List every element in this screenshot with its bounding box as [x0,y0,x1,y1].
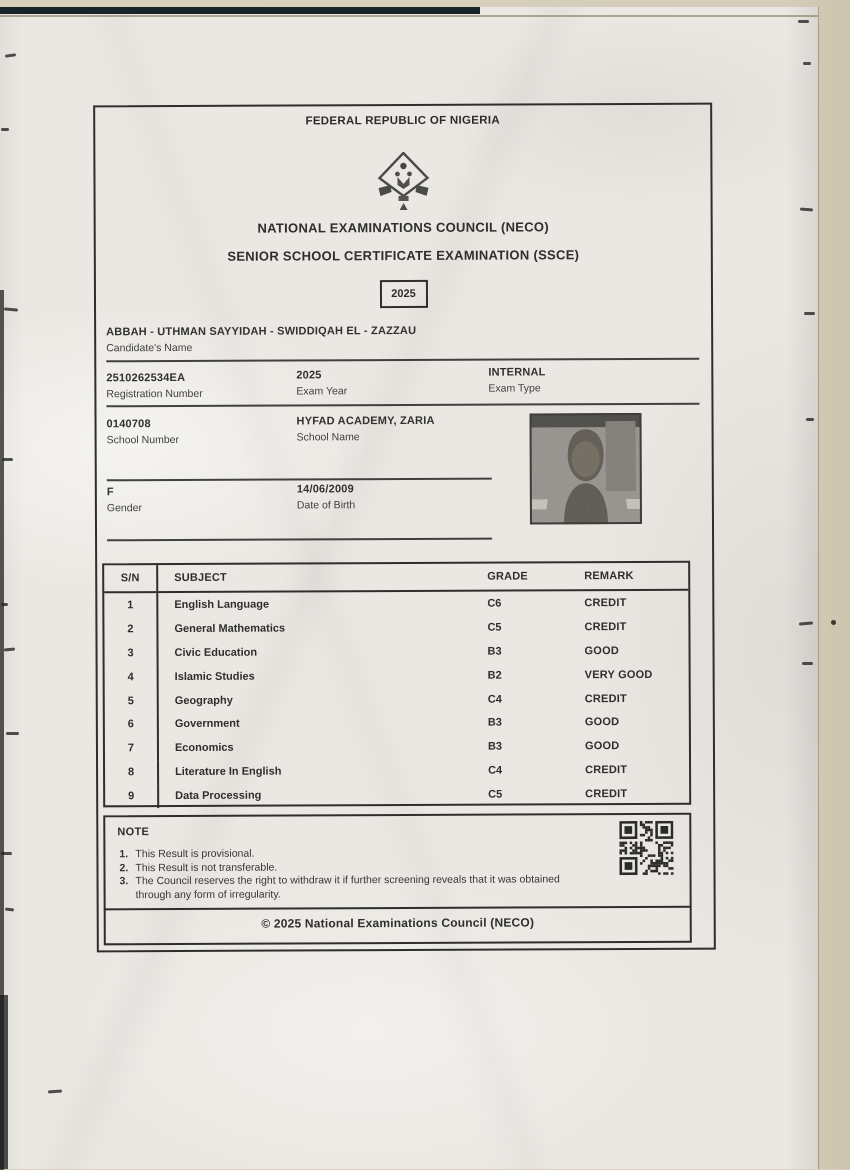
exam-type-field [488,366,545,394]
gender-label: Gender [106,502,142,515]
candidate-name-field [106,325,416,354]
date-of-birth-label: Date of Birth [296,499,356,512]
note-item-number: 3. [119,875,129,888]
cell-remark: GOOD [584,740,620,753]
cell-grade: C6 [487,597,502,610]
qr-code [619,821,673,875]
cell-subject: Government [174,718,240,731]
table-row [104,591,688,617]
cell-grade: B3 [487,740,503,753]
table-row [105,782,689,808]
cell-sn: 5 [105,689,159,713]
cell-remark: GOOD [584,644,619,657]
country-title: FEDERAL REPUBLIC OF NIGERIA [305,114,500,128]
table-row [105,662,689,688]
torn-edge-mark [48,1090,62,1094]
exam-year: 2025 [296,369,322,382]
note-item-text: This Result is not transferable. [135,861,278,874]
candidate-photo [530,413,642,524]
torn-edge-mark [5,907,14,911]
table-row [105,686,689,712]
paper-top-edge [0,15,818,17]
torn-edge-mark [803,62,811,65]
cell-subject: English Language [174,598,270,611]
table-row [105,710,689,736]
table-row [104,615,688,641]
torn-edge-mark [0,995,8,1169]
year-badge: 2025 [379,280,427,308]
school-name-label: School Name [296,431,360,444]
registration-number-field [106,372,202,400]
paper-sheet [0,7,818,1169]
cell-remark: CREDIT [584,596,627,610]
footer-copyright: © 2025 National Examinations Council (NECO) [261,915,535,931]
cell-sn: 8 [105,760,159,784]
note-title: NOTE [117,826,150,839]
registration-number-label: Registration Number [106,387,203,401]
note-items [119,846,589,902]
exam-year-label: Exam Year [296,385,348,398]
torn-edge-mark [6,732,19,735]
torn-edge-mark [800,208,813,212]
cell-remark: GOOD [584,716,620,729]
cell-subject: Civic Education [174,646,258,659]
note-item-number: 2. [119,861,129,874]
scan-speck [831,620,836,625]
school-number-label: School Number [106,433,180,447]
top-dark-band [0,7,480,14]
gender: F [106,486,114,499]
header-grade: GRADE [487,570,528,583]
table-row [105,758,689,784]
school-name-field [297,415,435,444]
cell-sn: 4 [105,665,159,689]
torn-edge-mark [1,128,9,131]
header-sn: S/N [104,565,158,591]
date-of-birth-field [297,483,355,511]
exam-title: SENIOR SCHOOL CERTIFICATE EXAMINATION (SSCE) [227,247,580,264]
exam-type-label: Exam Type [488,382,541,395]
cell-grade: B3 [487,716,502,730]
cell-sn: 9 [105,784,159,808]
results-table [102,561,691,808]
cell-remark: VERY GOOD [584,668,653,681]
header-remark: REMARK [584,570,634,583]
candidate-name: ABBAH - UTHMAN SAYYIDAH - SWIDDIQAH EL - ZAZZAU [106,324,417,339]
torn-edge-mark [804,312,815,315]
date-of-birth: 14/06/2009 [296,483,354,496]
torn-edge-mark [4,647,15,651]
torn-edge-mark [4,307,18,311]
gender-field [107,486,142,514]
cell-grade: C5 [487,621,502,634]
header-subject: SUBJECT [174,571,227,585]
cell-subject: Islamic Studies [174,670,255,683]
table-row [104,639,688,665]
cell-subject: Data Processing [175,789,262,803]
torn-edge-mark [5,53,16,58]
cell-subject: Literature In English [175,765,282,779]
cell-subject: General Mathematics [174,622,286,635]
school-number: 0140708 [106,418,151,431]
torn-edge-mark [799,621,813,625]
torn-edge-mark [798,20,809,23]
cell-subject: Geography [174,694,233,707]
divider [106,358,699,363]
cell-remark: CREDIT [585,788,628,801]
divider [106,403,699,408]
torn-edge-mark [806,418,814,421]
candidate-name-label: Candidate's Name [106,341,193,355]
school-name: HYFAD ACADEMY, ZARIA [296,414,435,428]
certificate [93,103,716,953]
torn-edge-mark [802,662,813,665]
note-item-text: The Council reserves the right to withdraw it if further screening reveals that it was obtained through any form of irregularity. [135,873,560,901]
cell-sn: 1 [104,593,158,617]
cell-grade: C4 [488,764,503,777]
cell-sn: 6 [105,713,159,737]
school-number-field [107,418,179,446]
divider [107,478,492,482]
exam-year-field [296,369,347,397]
cell-remark: CREDIT [585,764,628,777]
cell-sn: 3 [104,641,158,665]
cell-sn: 2 [104,617,158,641]
cell-sn: 7 [105,736,159,760]
cell-grade: B2 [487,669,502,682]
cell-grade: C4 [487,693,502,706]
results-table-header [104,563,688,594]
cell-subject: Economics [174,742,234,755]
council-title: NATIONAL EXAMINATIONS COUNCIL (NECO) [257,219,549,236]
divider [104,906,692,911]
note-item-text: This Result is provisional. [135,847,255,861]
table-row [105,734,689,760]
note-section [103,813,692,946]
exam-type: INTERNAL [488,366,546,379]
note-item-number: 1. [119,848,129,861]
cell-grade: C5 [488,788,503,801]
cell-remark: CREDIT [584,620,627,634]
divider [107,538,492,542]
neco-emblem-icon [95,151,710,214]
note-item [120,873,590,902]
registration-number: 2510262534EA [106,371,186,385]
cell-grade: B3 [487,645,502,658]
cell-remark: CREDIT [584,692,627,705]
